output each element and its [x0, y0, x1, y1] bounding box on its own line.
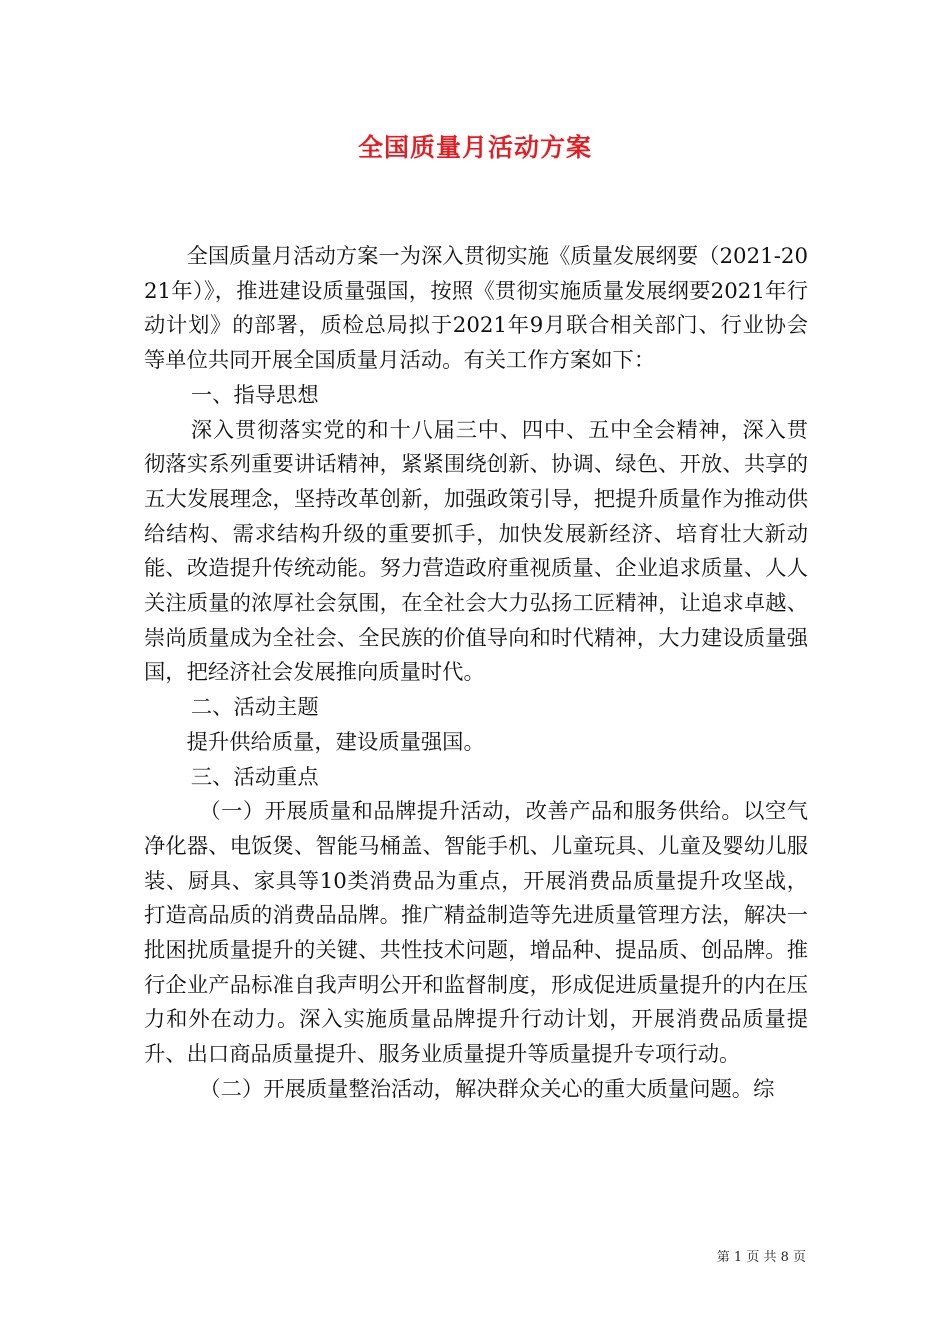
paragraph-focus-item-2: （二）开展质量整治活动，解决群众关心的重大质量问题。综	[199, 1076, 775, 1102]
document-body	[144, 240, 808, 1108]
paragraph-guiding-ideology: 深入贯彻落实党的和十八届三中、四中、五中全会精神，深入贯彻落实系列重要讲话精神，紧紧围绕创新、协调、绿色、开放、共享的五大发展理念，坚持改革创新，加强政策引导，把提升质量作为推动供给结构、需求结构升级的重要抓手，加快发展新经济、培育壮大新动能、改造提升传统动能。努力营造政府重视质量、企业追求质量、人人关注质量的浓厚社会氛围，在全社会大力弘扬工匠精神，让追求卓越、崇尚质量成为全社会、全民族的价值导向和时代精神，大力建设质量强国，把经济社会发展推向质量时代。	[144, 417, 808, 686]
paragraph-activity-theme: 提升供给质量，建设质量强国。	[186, 729, 485, 755]
section-heading-activity-focus: 三、活动重点	[190, 764, 319, 790]
document-title: 全国质量月活动方案	[357, 133, 592, 162]
section-heading-activity-theme: 二、活动主题	[190, 695, 319, 721]
paragraph-focus-item-1: （一）开展质量和品牌提升活动，改善产品和服务供给。以空气净化器、电饭煲、智能马桶盖、智能手机、儿童玩具、儿童及婴幼儿服装、厨具、家具等10类消费品为重点，开展消费品质量提升攻坚战，打造高品质的消费品品牌。推广精益制造等先进质量管理方法，解决一批困扰质量提升的关键、共性技术问题，增品种、提品质、创品牌。推行企业产品标准自我声明公开和监督制度，形成促进质量提升的内在压力和外在动力。深入实施质量品牌提升行动计划，开展消费品质量提升、出口商品质量提升、服务业质量提升等质量提升专项行动。	[144, 799, 808, 1068]
section-heading-guiding-ideology: 一、指导思想	[190, 382, 319, 408]
paragraph-intro: 全国质量月活动方案一为深入贯彻实施《质量发展纲要（2021-2021年）》，推进建设质量强国，按照《贯彻实施质量发展纲要2021年行动计划》的部署，质检总局拟于2021年9月联合相关部门、行业协会等单位共同开展全国质量月活动。有关工作方案如下：	[144, 244, 808, 374]
page-number: 第 1 页 共 8 页	[716, 1250, 806, 1265]
